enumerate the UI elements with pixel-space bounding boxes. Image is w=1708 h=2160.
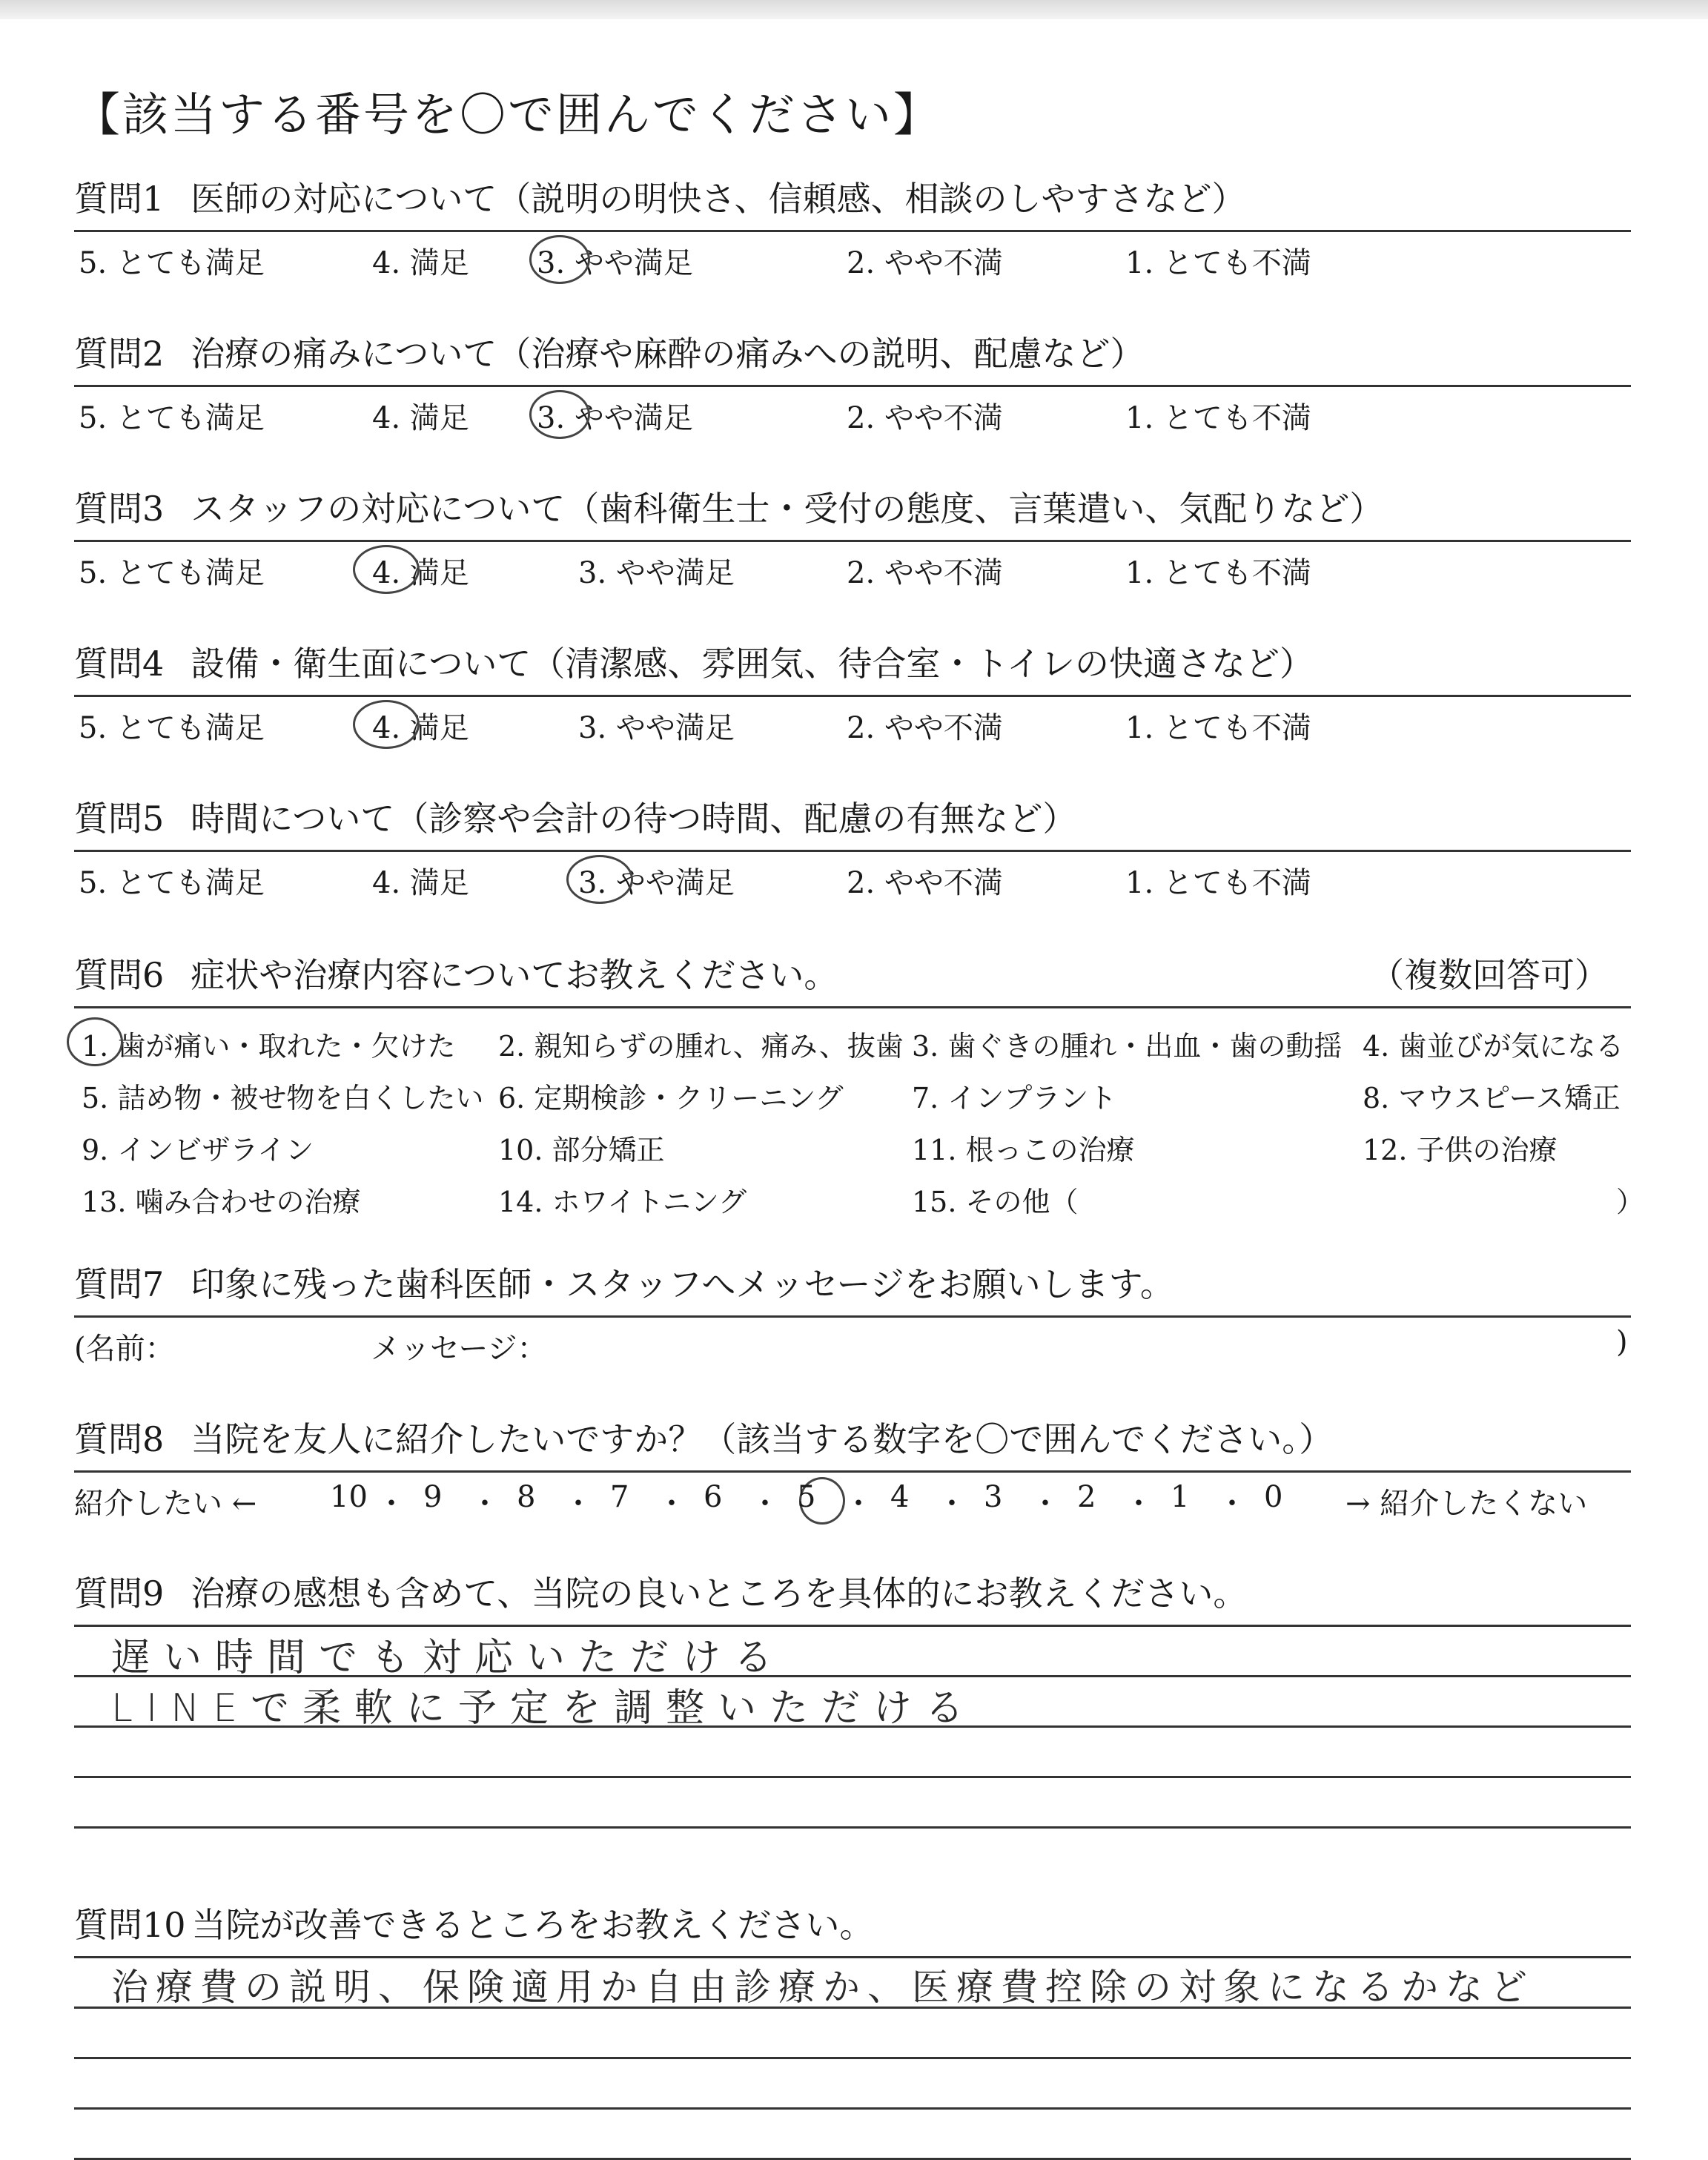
question-title [74, 1567, 1638, 1625]
option-2[interactable]: 2. やや不満 [847, 866, 1003, 900]
question-number: 質問9 [74, 1573, 165, 1614]
selection-circle [529, 390, 590, 439]
question-3 [74, 482, 1638, 594]
option-1[interactable]: 1. とても不満 [1125, 246, 1311, 280]
answer-rule [74, 2057, 1631, 2059]
selection-circle [353, 700, 420, 749]
scale-separator: ・ [1030, 1487, 1060, 1521]
option-4[interactable]: 4. 満足 [372, 246, 469, 280]
scale-left-label: 紹介したい ← [74, 1487, 257, 1521]
question-title [74, 482, 1638, 540]
question-1 [74, 172, 1638, 284]
symptom-option-7[interactable]: 7. インプラント [912, 1082, 1117, 1114]
scale-separator: ・ [750, 1487, 780, 1521]
selection-circle [529, 235, 590, 284]
scale-value-2[interactable]: 2 [1077, 1480, 1096, 1514]
question-text: 治療の痛みについて（治療や麻酔の痛みへの説明、配慮など） [191, 334, 1145, 374]
handwritten-answer-1: 治療費の説明、保険適用か自由診療か、医療費控除の対象になるかなど [111, 1966, 1535, 2009]
question-number: 質問3 [74, 489, 165, 529]
name-label: (名前： [74, 1332, 175, 1366]
scale-value-10[interactable]: 10 [330, 1480, 368, 1514]
symptom-option-9[interactable]: 9. インビザライン [82, 1134, 314, 1166]
symptom-option-2[interactable]: 2. 親知らずの腫れ、痛み、抜歯 [498, 1030, 904, 1063]
rating-options [74, 387, 1638, 439]
rating-options [74, 542, 1638, 594]
symptom-option-4[interactable]: 4. 歯並びが気になる [1363, 1030, 1624, 1063]
other-close-paren: ） [1616, 1186, 1645, 1218]
option-2[interactable]: 2. やや不満 [847, 711, 1003, 745]
rating-options [74, 852, 1638, 904]
scale-separator: ・ [657, 1487, 686, 1521]
symptom-options-grid [74, 1008, 1645, 1223]
question-title [74, 1898, 1638, 1956]
option-2[interactable]: 2. やや不満 [847, 401, 1003, 435]
option-3[interactable]: 3. やや満足 [537, 401, 693, 435]
scale-value-3[interactable]: 3 [984, 1480, 1003, 1514]
question-5 [74, 792, 1638, 904]
question-title [74, 172, 1638, 230]
scale-value-5[interactable]: 5 [797, 1480, 816, 1514]
scale-separator: ・ [563, 1487, 593, 1521]
question-number: 質問7 [74, 1264, 165, 1304]
option-5[interactable]: 5. とても満足 [79, 711, 265, 745]
question-number: 質問10 [74, 1905, 186, 1945]
answer-rule [74, 2107, 1631, 2110]
handwritten-answer-2: LINEで柔軟に予定を調整いただける [111, 1686, 978, 1731]
question-10 [74, 1898, 1638, 2009]
option-5[interactable]: 5. とても満足 [79, 401, 265, 435]
question-9 [74, 1567, 1638, 1731]
instruction-header: 【該当する番号を〇で囲んでください】 [74, 87, 942, 142]
option-5[interactable]: 5. とても満足 [79, 246, 265, 280]
multiple-answers-note: （複数回答可） [1370, 955, 1609, 995]
option-1[interactable]: 1. とても不満 [1125, 866, 1311, 900]
selection-circle [566, 855, 633, 904]
scale-value-7[interactable]: 7 [610, 1480, 629, 1514]
option-2[interactable]: 2. やや不満 [847, 246, 1003, 280]
selection-circle [67, 1017, 123, 1066]
question-text: 症状や治療内容についてお教えください。 [191, 955, 838, 995]
scale-value-0[interactable]: 0 [1264, 1480, 1283, 1514]
option-3[interactable]: 3. やや満足 [578, 866, 735, 900]
question-number: 質問4 [74, 644, 165, 684]
symptom-option-15[interactable]: 15. その他（ [912, 1186, 1079, 1218]
selection-circle [353, 545, 420, 594]
symptom-option-14[interactable]: 14. ホワイトニング [498, 1186, 747, 1218]
scale-value-6[interactable]: 6 [704, 1480, 723, 1514]
symptom-option-10[interactable]: 10. 部分矯正 [498, 1134, 665, 1166]
symptom-option-1[interactable]: 1. 歯が痛い・取れた・欠けた [82, 1030, 456, 1063]
question-title [74, 1258, 1638, 1315]
question-8 [74, 1413, 1638, 1525]
question-title [74, 792, 1638, 850]
close-paren: ) [1616, 1325, 1628, 1359]
option-5[interactable]: 5. とても満足 [79, 556, 265, 590]
scale-separator: ・ [844, 1487, 873, 1521]
message-line[interactable] [74, 1318, 1638, 1370]
symptom-option-8[interactable]: 8. マウスピース矯正 [1363, 1082, 1621, 1114]
scale-right-label: → 紹介したくない [1345, 1487, 1588, 1521]
option-1[interactable]: 1. とても不満 [1125, 556, 1311, 590]
scale-separator: ・ [1124, 1487, 1153, 1521]
scale-separator: ・ [470, 1487, 500, 1521]
option-4[interactable]: 4. 満足 [372, 711, 469, 745]
option-4[interactable]: 4. 満足 [372, 866, 469, 900]
option-1[interactable]: 1. とても不満 [1125, 711, 1311, 745]
question-text: 当院を友人に紹介したいですか？（該当する数字を〇で囲んでください。） [191, 1419, 1334, 1459]
scale-value-9[interactable]: 9 [423, 1480, 443, 1514]
question-2 [74, 327, 1638, 439]
scale-value-8[interactable]: 8 [517, 1480, 536, 1514]
option-1[interactable]: 1. とても不満 [1125, 401, 1311, 435]
symptom-option-5[interactable]: 5. 詰め物・被せ物を白くしたい [82, 1082, 484, 1114]
question-number: 質問1 [74, 179, 165, 219]
symptom-option-13[interactable]: 13. 噛み合わせの治療 [82, 1186, 361, 1218]
scale-separator: ・ [937, 1487, 967, 1521]
question-text: 設備・衛生面について（清潔感、雰囲気、待合室・トイレの快適さなど） [191, 644, 1314, 684]
question-text: スタッフの対応について（歯科衛生士・受付の態度、言葉遣い、気配りなど） [191, 489, 1384, 529]
question-text: 印象に残った歯科医師・スタッフへメッセージをお願いします。 [191, 1264, 1174, 1304]
question-text: 治療の感想も含めて、当院の良いところを具体的にお教えください。 [191, 1573, 1248, 1614]
scale-separator: ・ [1217, 1487, 1247, 1521]
message-label: メッセージ： [371, 1332, 547, 1366]
survey-page [74, 0, 1645, 2160]
answer-rule [74, 1776, 1631, 1778]
symptom-option-3[interactable]: 3. 歯ぐきの腫れ・出血・歯の動揺 [912, 1030, 1343, 1063]
symptom-option-12[interactable]: 12. 子供の治療 [1363, 1134, 1558, 1166]
question-7 [74, 1258, 1638, 1370]
question-4 [74, 637, 1638, 749]
option-5[interactable]: 5. とても満足 [79, 866, 265, 900]
option-3[interactable]: 3. やや満足 [537, 246, 693, 280]
option-2[interactable]: 2. やや不満 [847, 556, 1003, 590]
question-title [74, 948, 1638, 1006]
scale-value-4[interactable]: 4 [890, 1480, 910, 1514]
question-title [74, 637, 1638, 695]
answer-rule [74, 1826, 1631, 1829]
option-3[interactable]: 3. やや満足 [578, 556, 735, 590]
question-title [74, 327, 1638, 385]
question-number: 質問8 [74, 1419, 165, 1459]
question-number: 質問5 [74, 799, 165, 839]
option-3[interactable]: 3. やや満足 [578, 711, 735, 745]
scale-separator: ・ [377, 1487, 406, 1521]
question-number: 質問6 [74, 955, 165, 995]
question-text: 当院が改善できるところをお教えください。 [191, 1905, 874, 1945]
scale-value-1[interactable]: 1 [1171, 1480, 1190, 1514]
symptom-option-11[interactable]: 11. 根っこの治療 [912, 1134, 1135, 1166]
rating-options [74, 697, 1638, 749]
recommend-scale [74, 1473, 1638, 1525]
symptom-option-6[interactable]: 6. 定期検診・クリーニング [498, 1082, 844, 1114]
question-title [74, 1413, 1638, 1470]
question-6 [74, 948, 1645, 1223]
question-number: 質問2 [74, 334, 165, 374]
question-text: 医師の対応について（説明の明快さ、信頼感、相談のしやすさなど） [191, 179, 1246, 219]
option-4[interactable]: 4. 満足 [372, 556, 469, 590]
handwritten-answer-1: 遅い時間でも対応いただける [111, 1636, 787, 1680]
option-4[interactable]: 4. 満足 [372, 401, 469, 435]
question-text: 時間について（診察や会計の待つ時間、配慮の有無など） [191, 799, 1077, 839]
rating-options [74, 232, 1638, 284]
